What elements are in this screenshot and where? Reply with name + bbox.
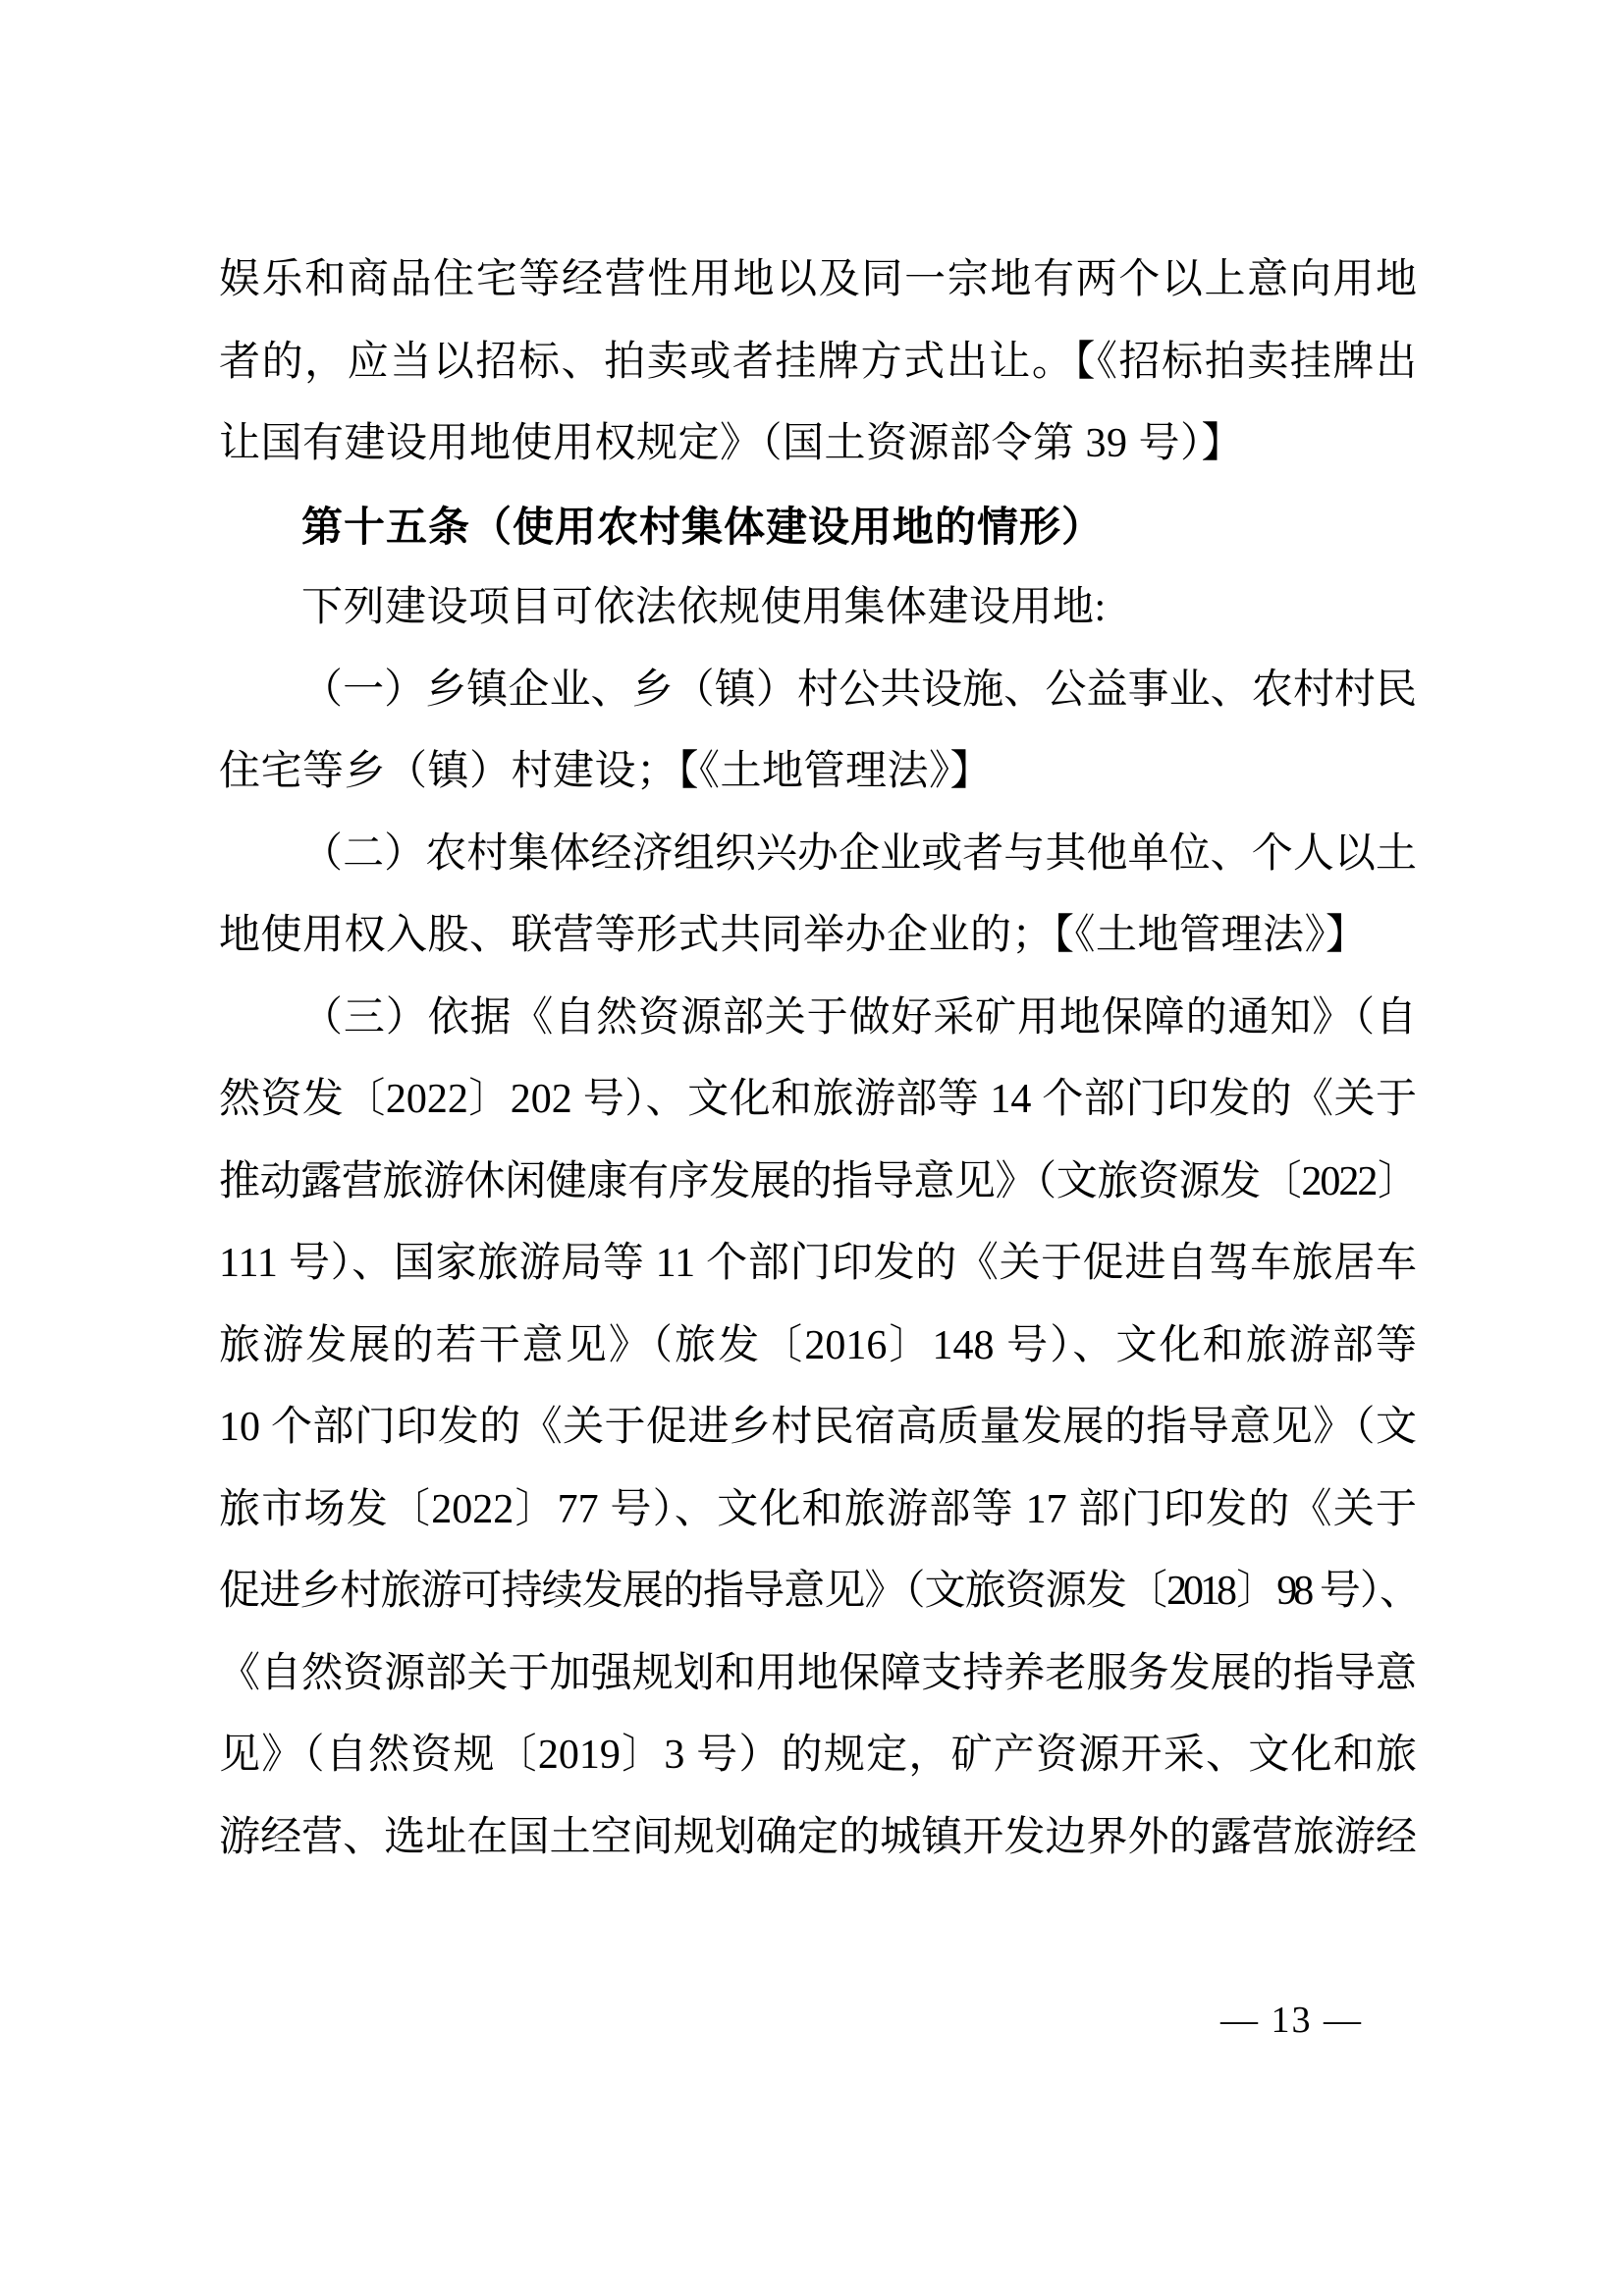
- text-line: 见》（自然资规〔2019〕3 号）的规定，矿产资源开采、文化和旅: [219, 1733, 1417, 1778]
- text-line: 让国有建设用地使用权规定》（国土资源部令第 39 号）】: [219, 421, 1244, 466]
- text-line: （三）依据《自然资源部关于做好采矿用地保障的通知》（自: [301, 994, 1417, 1041]
- page-number: — 13 —: [1220, 2000, 1363, 2041]
- text-line: 10 个部门印发的《关于促进乡村民宿高质量发展的指导意见》（文: [219, 1405, 1417, 1450]
- text-line: 住宅等乡（镇）村建设；【《土地管理法》】: [219, 749, 993, 794]
- text-line: 下列建设项目可依法依规使用集体建设用地:: [301, 585, 1107, 630]
- text-line: 旅市场发〔2022〕77 号）、文化和旅游部等 17 部门印发的《关于: [219, 1486, 1417, 1532]
- text-line: 者的，应当以招标、拍卖或者挂牌方式出让。【《招标拍卖挂牌出: [219, 339, 1417, 385]
- text-line: 促进乡村旅游可持续发展的指导意见》（文旅资源发〔2018〕98 号）、: [219, 1569, 1417, 1614]
- document-body: [219, 240, 1417, 1879]
- text-line: 推动露营旅游休闲健康有序发展的指导意见》（文旅资源发〔2022〕: [219, 1158, 1417, 1204]
- text-line: 地使用权入股、联营等形式共同举办企业的；【《土地管理法》】: [219, 913, 1368, 958]
- article-heading: 第十五条（使用农村集体建设用地的情形）: [301, 503, 1105, 550]
- text-line: （一）乡镇企业、乡（镇）村公共设施、公益事业、农村村民: [301, 667, 1417, 713]
- text-line: 111 号）、国家旅游局等 11 个部门印发的《关于促进自驾车旅居车: [219, 1241, 1417, 1286]
- text-line: 旅游发展的若干意见》（旅发〔2016〕148 号）、文化和旅游部等: [219, 1322, 1417, 1368]
- text-line: 游经营、选址在国土空间规划确定的城镇开发边界外的露营旅游经: [219, 1814, 1417, 1860]
- text-line: 然资发〔2022〕202 号）、文化和旅游部等 14 个部门印发的《关于: [219, 1077, 1417, 1122]
- text-line: 《自然资源部关于加强规划和用地保障支持养老服务发展的指导意: [219, 1650, 1417, 1696]
- text-line: 娱乐和商品住宅等经营性用地以及同一宗地有两个以上意向用地: [219, 257, 1417, 302]
- text-line: （二）农村集体经济组织兴办企业或者与其他单位、个人以土: [301, 830, 1417, 877]
